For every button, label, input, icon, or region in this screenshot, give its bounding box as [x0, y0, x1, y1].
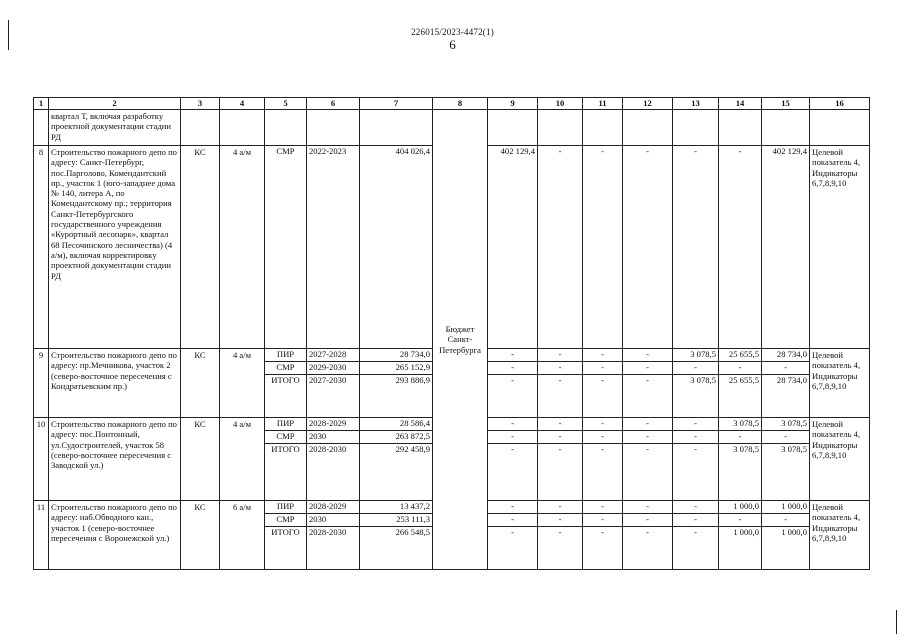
year-amount: 402 129,4	[772, 146, 807, 156]
period: 2027-2030	[309, 375, 347, 385]
column-header-2: 2	[49, 98, 181, 110]
object-description: квартал Т, включая разработку проектной документации стадии РД	[49, 110, 181, 146]
row-number	[34, 110, 49, 146]
year-amount-cell	[538, 146, 583, 349]
year-amount: -	[488, 362, 537, 375]
year-amount: -	[601, 527, 604, 537]
total-amount: 263 872,5	[360, 431, 432, 444]
year-amount: -	[558, 444, 562, 454]
total-amount: 265 152,9	[360, 362, 432, 375]
year-amount: -	[511, 527, 514, 537]
period: 2022-2023	[309, 146, 347, 156]
period: 2030	[307, 514, 359, 527]
column-header-3: 3	[181, 98, 220, 110]
object-description: Строительство пожарного депо по адресу: наб.Обводного кан., участок 1 (северо-восточнее пересечения с Воронежской ул.)	[49, 501, 181, 570]
column-header-13: 13	[673, 98, 719, 110]
target-indicator: Целевой показатель 4, Индикаторы 6,7,8,9,10	[810, 146, 870, 349]
column-header-5: 5	[265, 98, 307, 110]
year-amount: -	[673, 418, 718, 431]
stage: ПИР	[265, 501, 306, 514]
empty-cell	[623, 110, 673, 146]
total-amount-cell	[360, 501, 433, 570]
year-amount: -	[623, 514, 672, 527]
year-amount: -	[719, 431, 761, 444]
stage: ИТОГО	[271, 527, 300, 537]
year-amount: -	[538, 431, 582, 444]
year-amount: -	[488, 418, 537, 431]
empty-cell	[538, 110, 583, 146]
year-amount-cell	[719, 349, 762, 418]
year-amount: -	[583, 362, 622, 375]
year-amount-cell	[762, 418, 810, 501]
empty-cell	[810, 110, 870, 146]
year-amount: -	[558, 146, 562, 156]
empty-cell	[762, 110, 810, 146]
year-amount: -	[538, 501, 582, 514]
year-amount-cell	[538, 349, 583, 418]
stage-cell	[265, 501, 307, 570]
object-type: КС	[181, 349, 220, 418]
period-cell	[307, 349, 360, 418]
year-amount: -	[583, 349, 622, 362]
year-amount: -	[488, 431, 537, 444]
year-amount: -	[694, 527, 697, 537]
period: 2027-2028	[307, 349, 359, 362]
year-amount: 3 078,5	[733, 444, 759, 454]
total-amount: 28 586,4	[360, 418, 432, 431]
empty-cell	[488, 110, 538, 146]
year-amount: -	[558, 375, 562, 385]
year-amount: 1 000,0	[762, 501, 809, 514]
column-header-4: 4	[220, 98, 265, 110]
year-amount-cell	[623, 418, 673, 501]
total-amount: 293 886,9	[395, 375, 430, 385]
empty-cell	[181, 110, 220, 146]
year-amount: -	[762, 431, 809, 444]
empty-cell	[220, 110, 265, 146]
stage-cell	[265, 146, 307, 349]
object-capacity: 6 а/м	[220, 501, 265, 570]
year-amount: 28 734,0	[776, 375, 807, 385]
year-amount: -	[719, 362, 761, 375]
stage-cell	[265, 349, 307, 418]
right-edge-mark	[896, 610, 897, 634]
period: 2028-2030	[309, 444, 347, 454]
year-amount: 402 129,4	[500, 146, 535, 156]
total-amount: 253 111,3	[360, 514, 432, 527]
year-amount: -	[646, 146, 649, 156]
empty-cell	[673, 110, 719, 146]
column-header-16: 16	[810, 98, 870, 110]
year-amount-cell	[719, 418, 762, 501]
year-amount-cell	[719, 501, 762, 570]
period-cell	[307, 418, 360, 501]
year-amount: 25 655,5	[719, 349, 761, 362]
year-amount-cell	[762, 501, 810, 570]
year-amount: -	[623, 349, 672, 362]
stage: ПИР	[265, 418, 306, 431]
year-amount: -	[601, 146, 604, 156]
total-amount: 28 734,0	[360, 349, 432, 362]
row-number: 9	[34, 349, 49, 418]
year-amount: -	[538, 349, 582, 362]
period: 2028-2030	[309, 527, 347, 537]
total-amount: 404 026,4	[395, 146, 430, 156]
year-amount: -	[673, 514, 718, 527]
stage-cell	[265, 418, 307, 501]
total-amount-cell	[360, 349, 433, 418]
year-amount: 3 078,5	[762, 418, 809, 431]
year-amount: -	[623, 418, 672, 431]
stage: ИТОГО	[271, 444, 300, 454]
year-amount: -	[719, 514, 761, 527]
year-amount: -	[762, 362, 809, 375]
total-amount: 292 458,9	[395, 444, 430, 454]
year-amount-cell	[673, 418, 719, 501]
object-description: Строительство пожарного депо по адресу: Санкт-Петербург, пос.Парголово, Комендантский пр., участок 1 (юго-западнее дома № 140, литера А, по Комендантскому пр.; территория Санкт-Петербургского государственного учреждения «Курортный лесопарк», квартал 68 Песочинского лесничества) (4 а/м), включая корректировку проектной документации стадии РД	[49, 146, 181, 349]
empty-cell	[360, 110, 433, 146]
column-header-8: 8	[433, 98, 488, 110]
object-type: КС	[181, 146, 220, 349]
year-amount-cell	[719, 146, 762, 349]
column-header-11: 11	[583, 98, 623, 110]
object-capacity: 4 а/м	[220, 146, 265, 349]
year-amount: -	[488, 349, 537, 362]
year-amount: -	[538, 362, 582, 375]
left-edge-mark	[8, 20, 9, 50]
stage: СМР	[276, 146, 295, 156]
year-amount: 25 655,5	[728, 375, 759, 385]
year-amount-cell	[623, 501, 673, 570]
column-header-1: 1	[34, 98, 49, 110]
column-header-10: 10	[538, 98, 583, 110]
object-type: КС	[181, 501, 220, 570]
object-description: Строительство пожарного депо по адресу: пр.Мечникова, участок 2 (северо-восточное пересечения с Кондратьевским пр.)	[49, 349, 181, 418]
year-amount-cell	[488, 349, 538, 418]
year-amount-cell	[623, 349, 673, 418]
year-amount: -	[646, 527, 649, 537]
period: 2030	[307, 431, 359, 444]
year-amount-cell	[583, 146, 623, 349]
column-header-14: 14	[719, 98, 762, 110]
year-amount: 3 078,5	[719, 418, 761, 431]
year-amount-cell	[488, 501, 538, 570]
period: 2028-2029	[307, 418, 359, 431]
column-header-6: 6	[307, 98, 360, 110]
year-amount: -	[583, 501, 622, 514]
year-amount: -	[646, 444, 649, 454]
year-amount: -	[538, 514, 582, 527]
total-amount: 13 437,2	[360, 501, 432, 514]
empty-cell	[307, 110, 360, 146]
stage: ИТОГО	[271, 375, 300, 385]
row-number: 10	[34, 418, 49, 501]
period: 2028-2029	[307, 501, 359, 514]
year-amount: -	[623, 501, 672, 514]
year-amount: -	[583, 431, 622, 444]
year-amount-cell	[583, 349, 623, 418]
year-amount: -	[673, 362, 718, 375]
year-amount: -	[538, 418, 582, 431]
year-amount: 28 734,0	[762, 349, 809, 362]
period-cell	[307, 501, 360, 570]
stage: СМР	[265, 514, 306, 527]
year-amount: -	[583, 514, 622, 527]
year-amount: -	[488, 501, 537, 514]
year-amount: -	[673, 431, 718, 444]
funding-source: Бюджет Санкт-Петербурга	[433, 110, 488, 570]
column-header-12: 12	[623, 98, 673, 110]
year-amount: -	[738, 146, 742, 156]
object-capacity: 4 а/м	[220, 349, 265, 418]
column-header-9: 9	[488, 98, 538, 110]
year-amount-cell	[673, 146, 719, 349]
year-amount: 3 078,5	[781, 444, 807, 454]
year-amount-cell	[762, 146, 810, 349]
year-amount: -	[694, 444, 697, 454]
year-amount: -	[623, 362, 672, 375]
year-amount: -	[511, 444, 514, 454]
year-amount: 1 000,0	[719, 501, 761, 514]
row-number: 8	[34, 146, 49, 349]
row-number: 11	[34, 501, 49, 570]
year-amount-cell	[673, 349, 719, 418]
year-amount: -	[762, 514, 809, 527]
target-indicator: Целевой показатель 4, Индикаторы 6,7,8,9,10	[810, 418, 870, 501]
empty-cell	[265, 110, 307, 146]
year-amount-cell	[538, 418, 583, 501]
year-amount: 3 078,5	[690, 375, 716, 385]
continuation-row	[34, 110, 870, 146]
year-amount: 3 078,5	[673, 349, 718, 362]
year-amount-cell	[538, 501, 583, 570]
year-amount: -	[488, 514, 537, 527]
year-amount: 1 000,0	[733, 527, 759, 537]
year-amount: -	[673, 501, 718, 514]
year-amount-cell	[488, 146, 538, 349]
year-amount-cell	[583, 418, 623, 501]
stage: СМР	[265, 362, 306, 375]
year-amount-cell	[623, 146, 673, 349]
page-number: 6	[449, 37, 456, 52]
column-header-7: 7	[360, 98, 433, 110]
object-capacity: 4 а/м	[220, 418, 265, 501]
year-amount: -	[601, 444, 604, 454]
total-amount-cell	[360, 146, 433, 349]
year-amount: -	[583, 418, 622, 431]
total-amount: 266 548,5	[395, 527, 430, 537]
year-amount-cell	[488, 418, 538, 501]
period: 2029-2030	[307, 362, 359, 375]
target-indicator: Целевой показатель 4, Индикаторы 6,7,8,9,10	[810, 349, 870, 418]
program-table	[33, 97, 870, 570]
stage: ПИР	[265, 349, 306, 362]
year-amount: -	[601, 375, 604, 385]
year-amount-cell	[673, 501, 719, 570]
stage: СМР	[265, 431, 306, 444]
document-number: 226015/2023-4472(1)	[411, 27, 494, 37]
column-header-15: 15	[762, 98, 810, 110]
year-amount: -	[646, 375, 649, 385]
year-amount-cell	[762, 349, 810, 418]
empty-cell	[719, 110, 762, 146]
object-type: КС	[181, 418, 220, 501]
object-description: Строительство пожарного депо по адресу: пос.Понтонный, ул.Судостроителей, участок 58 (северо-восточнее пересечения с Заводской ул.)	[49, 418, 181, 501]
target-indicator: Целевой показатель 4, Индикаторы 6,7,8,9,10	[810, 501, 870, 570]
year-amount: -	[694, 146, 697, 156]
year-amount: -	[511, 375, 514, 385]
empty-cell	[583, 110, 623, 146]
header-row	[34, 98, 870, 110]
total-amount-cell	[360, 418, 433, 501]
year-amount: -	[623, 431, 672, 444]
year-amount-cell	[583, 501, 623, 570]
period-cell	[307, 146, 360, 349]
year-amount: -	[558, 527, 562, 537]
year-amount: 1 000,0	[781, 527, 807, 537]
